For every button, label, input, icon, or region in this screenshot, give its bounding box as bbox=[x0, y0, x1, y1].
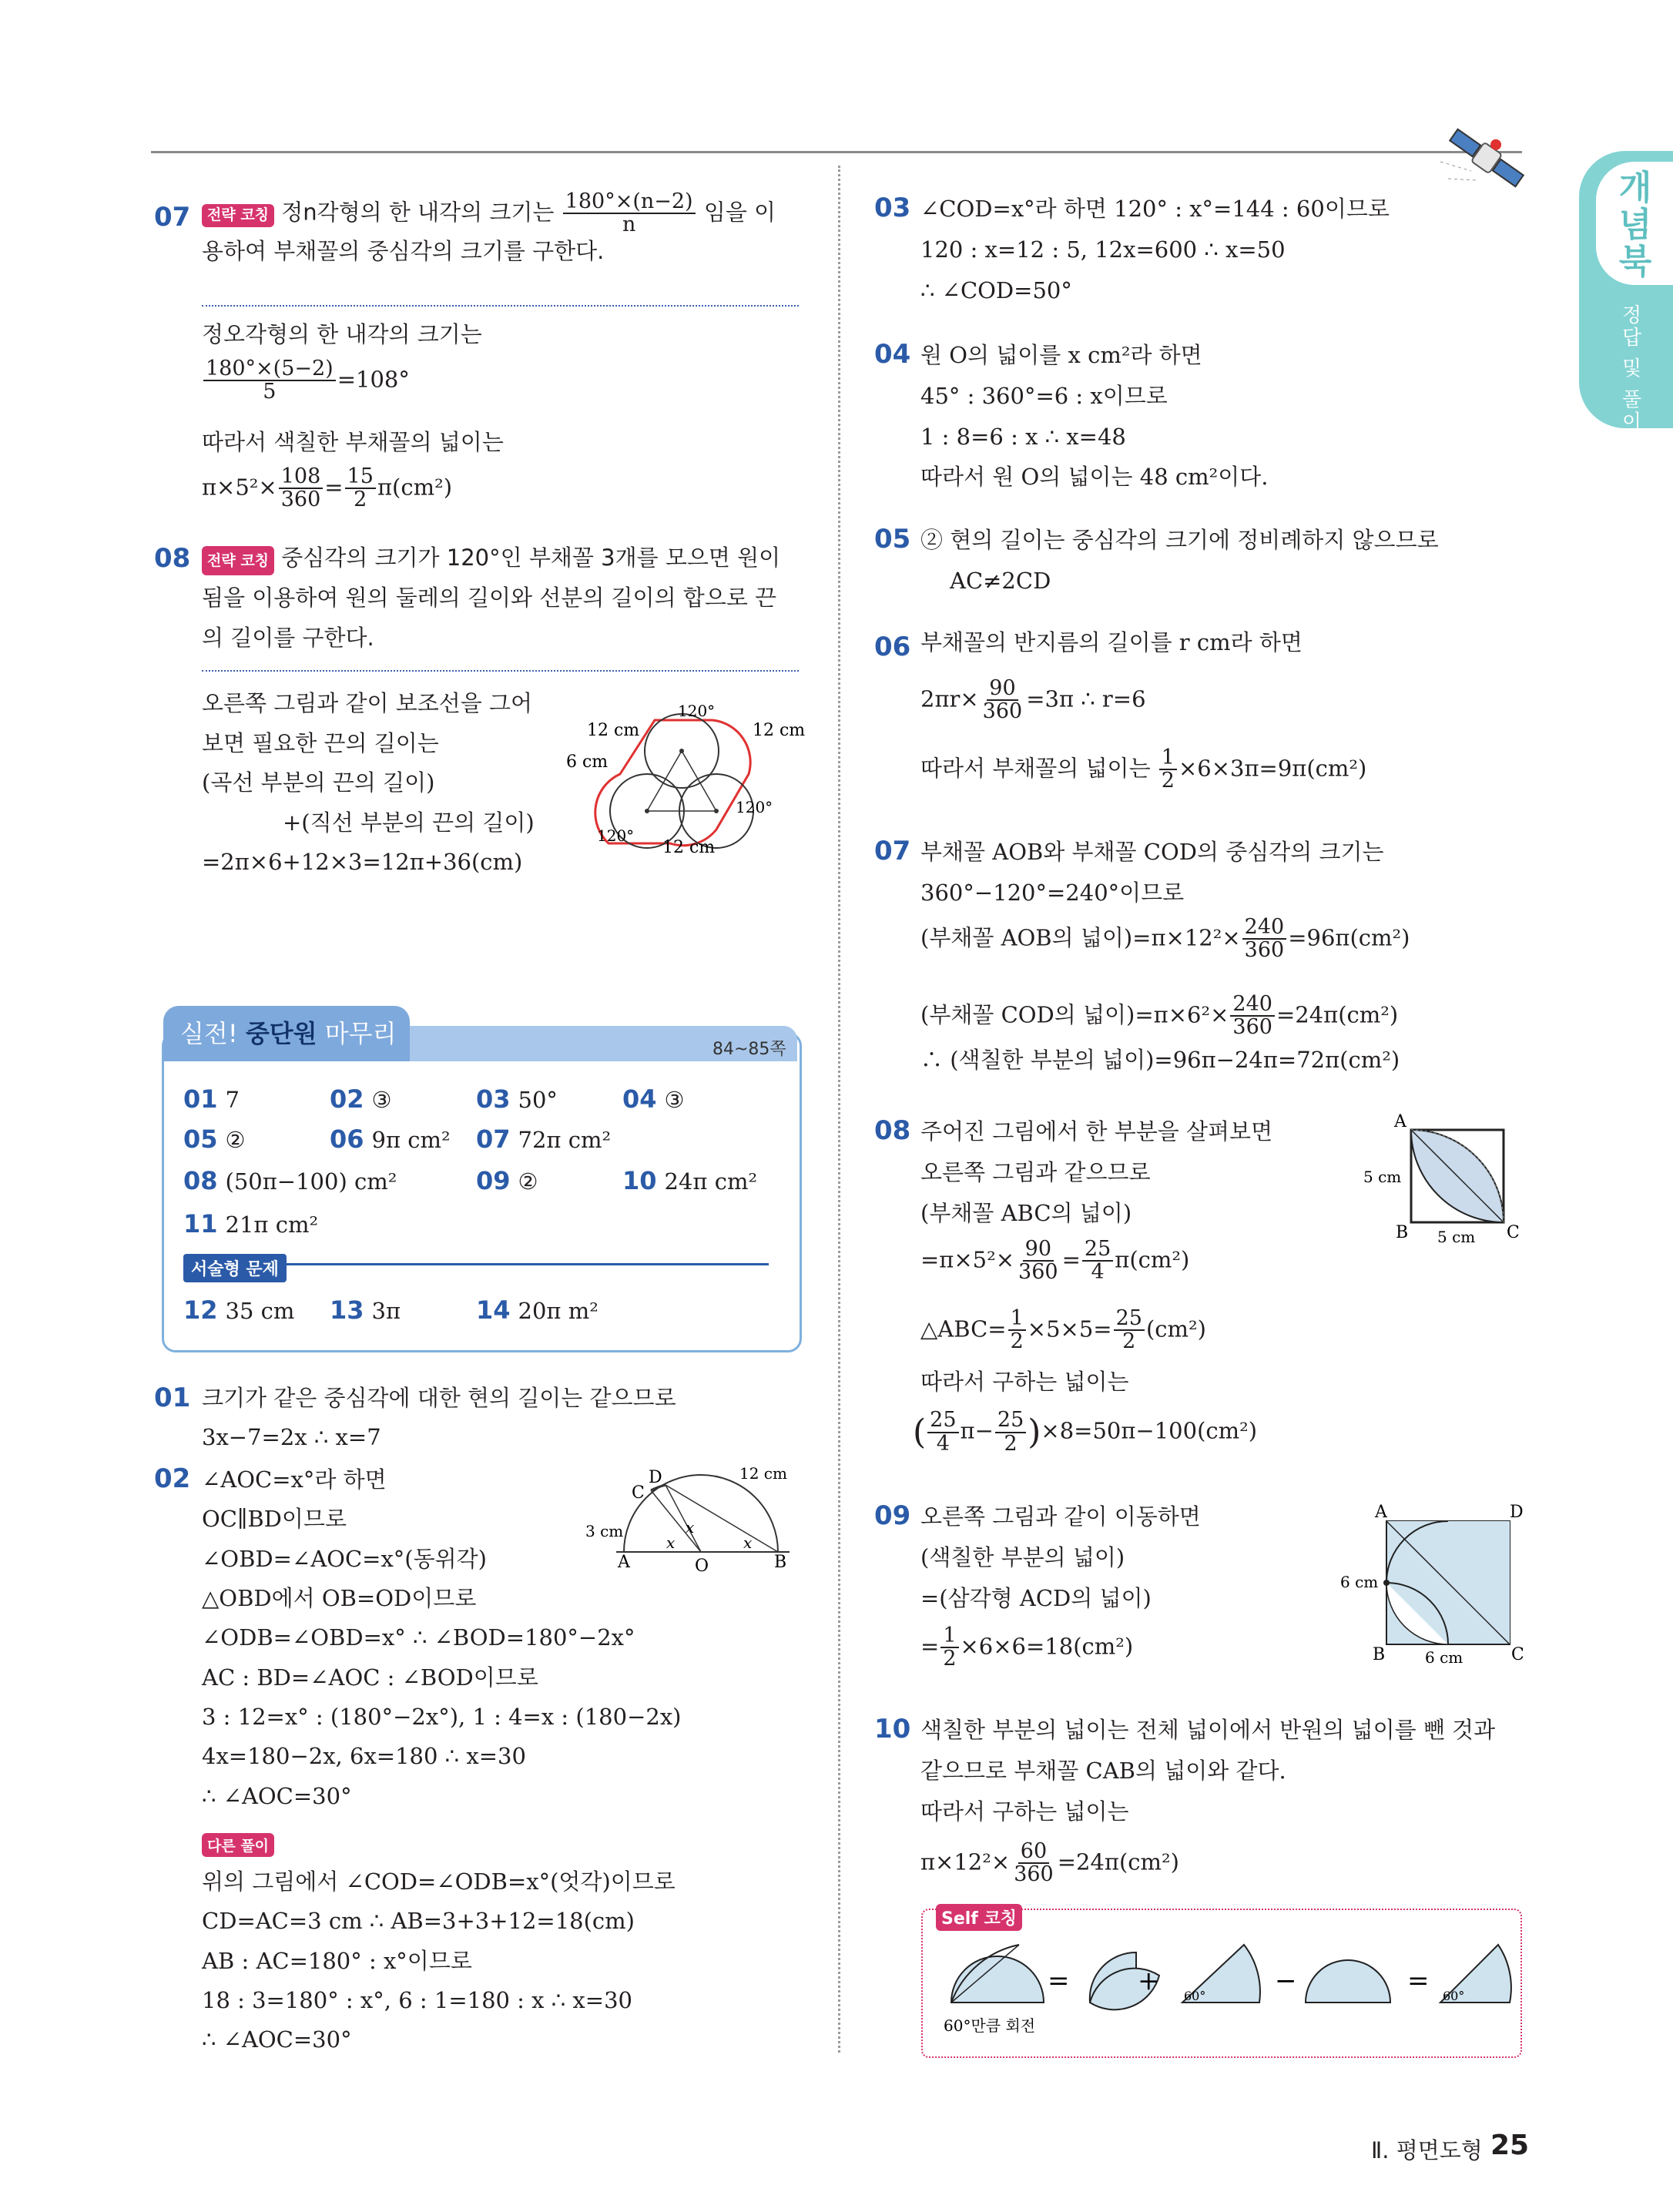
fig-arc-3: 3 cm bbox=[585, 1522, 624, 1540]
s02-solution: ∠AOC=x°라 하면 OC∥BD이므로 ∠OBD=∠AOC=x°(동위각) △OBD에서 OB=OD이므로 ∠ODB=∠OBD=x° ∴ ∠BOD=180°−2x° AC : BD=∠AOC : ∠BOD이므로 3 : 12=x° : (180°−2x°), 1 : 4=x : (180−2x) 4x=180−2x, 6x=180 ∴ x=30 ∴ ∠AOC=30° bbox=[202, 1466, 682, 1809]
s10-line4: π×12²× $\frac{60}{360}$ =24π(cm²) bbox=[920, 1839, 1179, 1887]
fig-angle-right: 120° bbox=[736, 798, 773, 816]
fig-point-b: B bbox=[1373, 1645, 1386, 1664]
s02-number: 02 bbox=[154, 1463, 191, 1494]
fig-side-right: 12 cm bbox=[753, 721, 806, 740]
fig-arc-12: 12 cm bbox=[739, 1464, 787, 1483]
side-tab-title: 개념북 bbox=[1612, 169, 1651, 280]
s01-solution: 크기가 같은 중심각에 대한 현의 길이는 같으므로 3x−7=2x ∴ x=7 bbox=[202, 1385, 676, 1450]
fig-angle-left: 120° bbox=[597, 826, 635, 845]
fig-point-c: C bbox=[1507, 1223, 1520, 1242]
fig-point-b: B bbox=[1396, 1223, 1409, 1242]
answer-04: 04 ③ bbox=[622, 1084, 685, 1114]
answer-08: 08 (50π−100) cm² bbox=[183, 1166, 397, 1195]
s08-line6: 따라서 구하는 넓이는 bbox=[920, 1369, 1129, 1395]
s07-line5: ∴ (색칠한 부분의 넓이)=96π−24π=72π(cm²) bbox=[920, 1047, 1400, 1073]
s01-number: 01 bbox=[154, 1382, 191, 1413]
self-caption: 60°만큼 회전 bbox=[944, 2016, 1036, 2035]
strategy-badge: 전략 코칭 bbox=[202, 204, 274, 227]
fig-angle-top: 120° bbox=[678, 702, 716, 720]
s03-solution: ∠COD=x°라 하면 120° : x°=144 : 60이므로 120 : x=12 : 5, 12x=600 ∴ x=50 ∴ ∠COD=50° bbox=[920, 196, 1390, 303]
s07-line4: (부채꼴 COD의 넓이)=π×6²× $\frac{240}{360}$ =24π(cm²) bbox=[920, 992, 1399, 1040]
semicircle-figure bbox=[578, 1460, 809, 1575]
self-coaching-figure bbox=[936, 1929, 1514, 2045]
s07-lines: 부채꼴 AOB와 부채꼴 COD의 중심각의 크기는 360°−120°=240°이므로 bbox=[920, 839, 1384, 906]
s07-number: 07 bbox=[874, 836, 911, 866]
s05-solution: ② 현의 길이는 중심각의 크기에 정비례하지 않으므로 AC≠2CD bbox=[920, 527, 1439, 594]
q07-line3: 따라서 색칠한 부채꼴의 넓이는 bbox=[202, 429, 504, 455]
q07-line4: π×5²× $\frac{108}{360}$ = $\frac{15}{2}$ π(cm²) bbox=[202, 464, 453, 512]
answer-06: 06 9π cm² bbox=[330, 1124, 451, 1154]
satellite-icon bbox=[1425, 116, 1548, 200]
column-divider bbox=[838, 166, 840, 2053]
q07-strategy bbox=[202, 191, 799, 307]
fig-side-left: 6 cm bbox=[1340, 1573, 1379, 1591]
essay-badge: 서술형 문제 bbox=[183, 1254, 287, 1282]
q07-line1: 정오각형의 한 내각의 크기는 bbox=[202, 321, 482, 347]
answer-12: 12 35 cm bbox=[183, 1295, 295, 1325]
square-sector-figure bbox=[1363, 1113, 1525, 1248]
answer-07: 07 72π cm² bbox=[476, 1124, 612, 1154]
fig-point-o: O bbox=[695, 1557, 709, 1575]
s08-line5: △ABC= $\frac{1}{2}$ ×5×5= $\frac{25}{2}$ (cm²) bbox=[920, 1306, 1206, 1354]
s05-number: 05 bbox=[874, 524, 911, 555]
q08-strategy: 전략 코칭 중심각의 크기가 120°인 부채꼴 3개를 모으면 원이 됨을 이용하여 원의 둘레의 길이와 선분의 길이의 합으로 끈 의 길이를 구한다. bbox=[202, 538, 799, 672]
square-quarter-figure bbox=[1340, 1498, 1525, 1667]
strategy-badge: 전략 코칭 bbox=[202, 546, 274, 575]
q07-coach-text: 정n각형의 한 내각의 크기는 bbox=[281, 199, 562, 226]
fig-point-d: D bbox=[649, 1468, 662, 1487]
s06-line3: 따라서 부채꼴의 넓이는 $\frac{1}{2}$ ×6×3π=9π(cm²) bbox=[920, 746, 1367, 793]
svg-text:−: − bbox=[1275, 1966, 1297, 1996]
s08-number: 08 bbox=[874, 1115, 911, 1146]
self-angle-1: 60° bbox=[1184, 1989, 1206, 2003]
side-tab-subtitle: 정답 및 풀이 bbox=[1618, 304, 1641, 434]
fig-side-bottom: 5 cm bbox=[1437, 1228, 1476, 1246]
fig-side-left: 5 cm bbox=[1363, 1168, 1402, 1186]
s10-lines: 색칠한 부분의 넓이는 전체 넓이에서 반원의 넓이를 뺀 것과 같으므로 부채꼴 CAB의 넓이와 같다. 따라서 구하는 넓이는 bbox=[920, 1717, 1496, 1825]
fig-point-c: C bbox=[632, 1483, 645, 1503]
s08-line4: =π×5²× $\frac{90}{360}$ = $\frac{25}{4}$ π(cm²) bbox=[920, 1237, 1190, 1285]
s02-alt-solution: 위의 그림에서 ∠COD=∠ODB=x°(엇각)이므로 CD=AC=3 cm ∴ AB=3+3+12=18(cm) AB : AC=180° : x°이므로 18 : 3=180° : x°, 6 : 1=180 : x ∴ x=30 ∴ ∠AOC=30° bbox=[202, 1868, 676, 2053]
fig-angle-x: x bbox=[666, 1533, 676, 1552]
s04-number: 04 bbox=[874, 339, 911, 370]
q07-coach-fraction: $\frac{180^\circ\times(n-2)}{n}$ bbox=[563, 191, 696, 236]
q08-solution: 오른쪽 그림과 같이 보조선을 그어 보면 필요한 끈의 길이는 (곡선 부분의 끈의 길이) +(직선 부분의 끈의 길이) =2π×6+12×3=12π+36(cm) bbox=[202, 690, 535, 876]
answer-02: 02 ③ bbox=[330, 1084, 392, 1114]
q07-coach-text-tail: 임을 이 bbox=[703, 199, 776, 226]
fig-point-b: B bbox=[774, 1553, 787, 1572]
answer-14: 14 20π m² bbox=[476, 1295, 598, 1325]
footer-chapter: Ⅱ. 평면도형 bbox=[1371, 2137, 1483, 2163]
answer-03: 03 50° bbox=[476, 1084, 558, 1114]
three-circles-figure bbox=[562, 689, 809, 866]
fig-side-bottom: 12 cm bbox=[662, 838, 716, 857]
fig-angle-x: x bbox=[686, 1518, 695, 1537]
s08-lines: 주어진 그림에서 한 부분을 살펴보면 오른쪽 그림과 같으므로 (부채꼴 ABC의 넓이) bbox=[920, 1118, 1273, 1226]
fig-angle-x: x bbox=[743, 1533, 753, 1552]
s09-line4: = $\frac{1}{2}$ ×6×6=18(cm²) bbox=[920, 1624, 1134, 1671]
fig-side-left: 12 cm bbox=[587, 721, 640, 740]
s09-number: 09 bbox=[874, 1500, 911, 1531]
s03-number: 03 bbox=[874, 193, 911, 223]
fig-side-bottom: 6 cm bbox=[1425, 1648, 1463, 1667]
answer-10: 10 24π cm² bbox=[622, 1166, 758, 1195]
s06-line2: 2πr× $\frac{90}{360}$ =3π ∴ r=6 bbox=[920, 676, 1146, 724]
answer-05: 05 ② bbox=[183, 1124, 246, 1154]
alt-solution-badge: 다른 풀이 bbox=[202, 1833, 274, 1857]
fig-point-a: A bbox=[618, 1553, 630, 1572]
self-angle-2: 60° bbox=[1443, 1989, 1465, 2003]
s08-line7: ( $\frac{25}{4}$ π− $\frac{25}{2}$ )×8=50π−100(cm²) bbox=[913, 1408, 1258, 1456]
summary-pages: 84~85쪽 bbox=[712, 1040, 786, 1059]
footer-page-number: 25 bbox=[1490, 2130, 1530, 2161]
top-rule bbox=[151, 151, 1522, 153]
svg-text:+: + bbox=[1138, 1966, 1160, 1996]
summary-title: 실전! 중단원 마무리 bbox=[163, 1006, 410, 1061]
s06-line1: 부채꼴의 반지름의 길이를 r cm라 하면 bbox=[920, 629, 1303, 655]
s09-lines: 오른쪽 그림과 같이 이동하면 (색칠한 부분의 넓이) =(삼각형 ACD의 넓이) bbox=[920, 1503, 1201, 1611]
s07-line3: (부채꼴 AOB의 넓이)=π×12²× $\frac{240}{360}$ =96π(cm²) bbox=[920, 915, 1410, 963]
svg-text:=: = bbox=[1407, 1966, 1430, 1996]
self-coaching-badge: Self 코칭 bbox=[936, 1904, 1022, 1931]
q08-number: 08 bbox=[154, 543, 191, 574]
s06-number: 06 bbox=[874, 632, 911, 662]
fig-radius: 6 cm bbox=[566, 752, 609, 772]
answer-13: 13 3π bbox=[330, 1295, 401, 1325]
answer-09: 09 ② bbox=[476, 1166, 538, 1195]
answer-11: 11 21π cm² bbox=[183, 1209, 319, 1238]
s10-number: 10 bbox=[874, 1714, 911, 1744]
fig-point-a: A bbox=[1394, 1113, 1406, 1131]
q07-line2: $\frac{180^\circ\times(5-2)}{5}$ =108° bbox=[202, 358, 410, 404]
svg-text:=: = bbox=[1048, 1966, 1070, 1996]
s04-solution: 원 O의 넓이를 x cm²라 하면 45° : 360°=6 : x이므로 1 : 8=6 : x ∴ x=48 따라서 원 O의 넓이는 48 cm²이다. bbox=[920, 342, 1269, 491]
q07-coach-text-2: 용하여 부채꼴의 중심각의 크기를 구한다. bbox=[202, 237, 605, 264]
fig-point-d: D bbox=[1510, 1503, 1524, 1522]
answer-01: 01 7 bbox=[183, 1084, 240, 1114]
fig-point-c: C bbox=[1511, 1645, 1524, 1664]
q07-number: 07 bbox=[154, 202, 191, 233]
fig-point-a: A bbox=[1375, 1503, 1387, 1522]
